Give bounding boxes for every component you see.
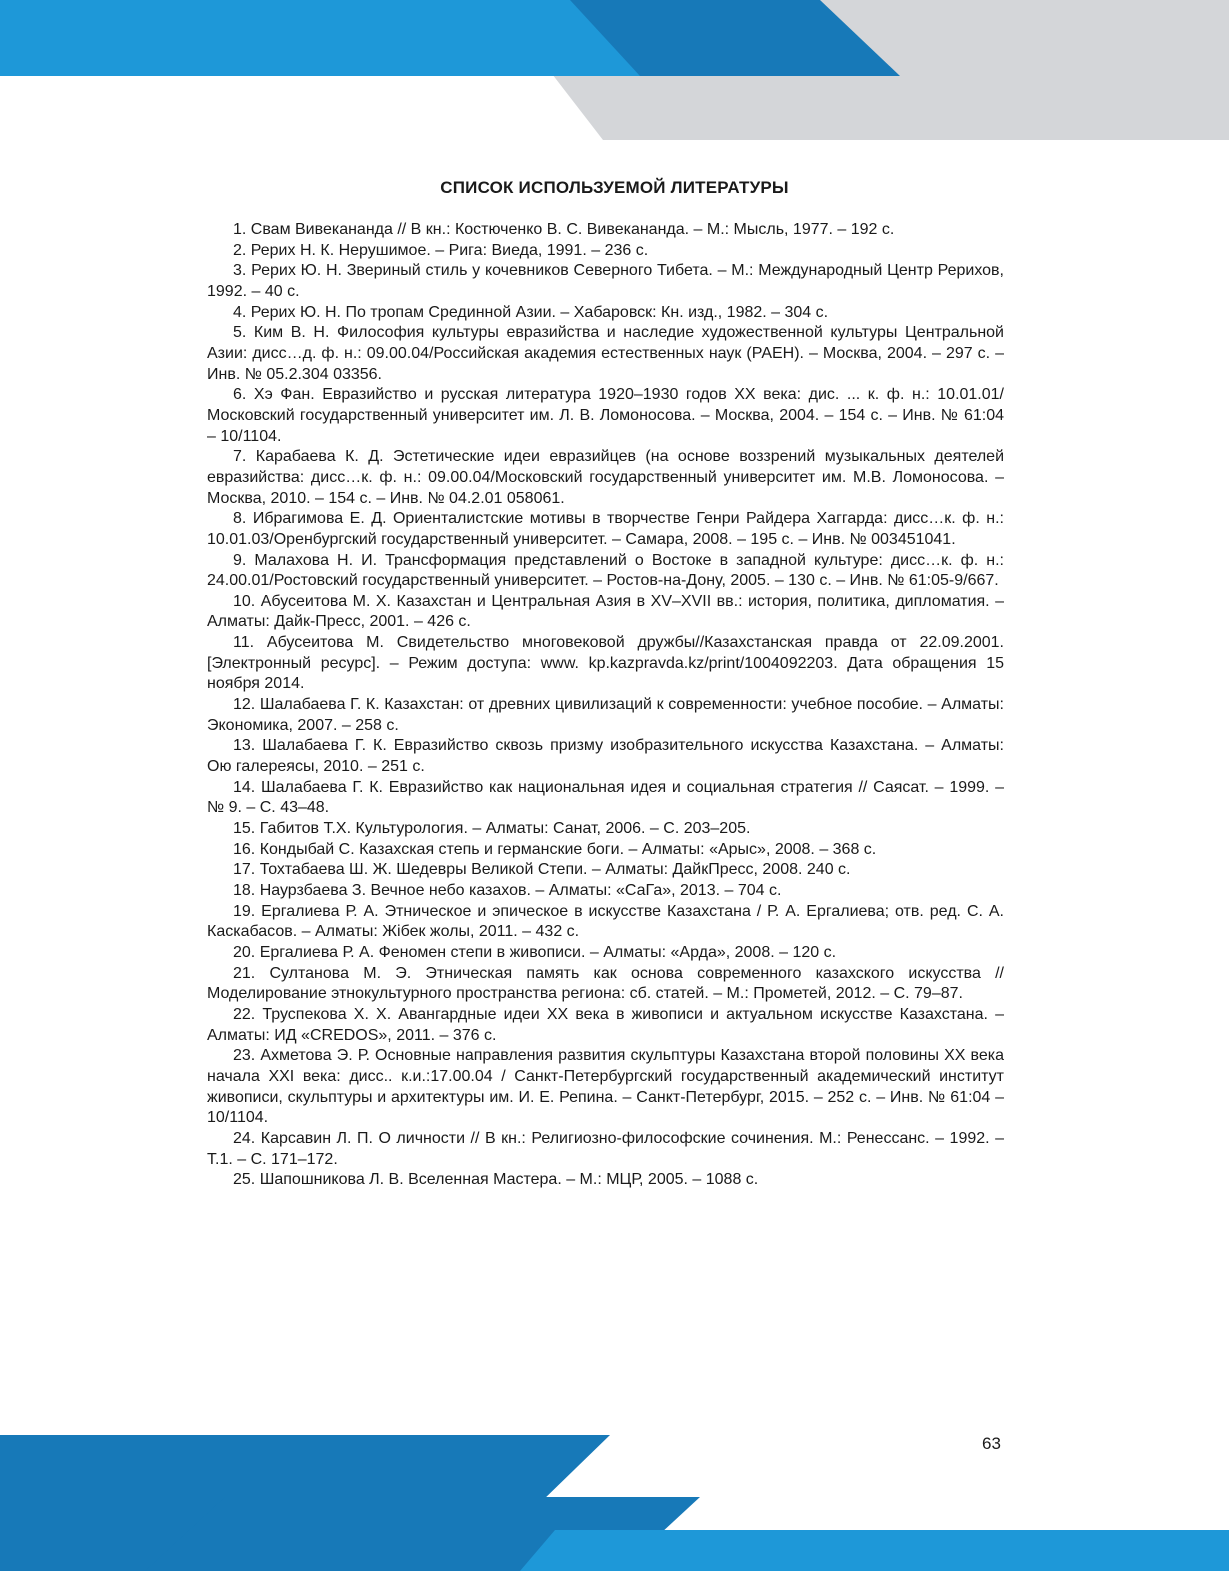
reference-item: 4. Рерих Ю. Н. По тропам Срединной Азии. – Хабаровск: Кн. изд., 1982. – 304 с. bbox=[233, 303, 829, 321]
footer-blue-band-light bbox=[520, 1530, 1229, 1571]
reference-item: 10. Абусеитова М. Х. Казахстан и Центральная Азия в XV–XVII вв.: история, политика, дипломатия. – Алматы: Дайк-Пресс, 2001. – 426 с. bbox=[207, 592, 1004, 631]
reference-item: 24. Карсавин Л. П. О личности // В кн.: Религиозно-философские сочинения. М.: Ренессанс. – 1992. – Т.1. – С. 171–172. bbox=[207, 1129, 1004, 1168]
reference-item: 15. Габитов Т.Х. Культурология. – Алматы: Санат, 2006. – С. 203–205. bbox=[233, 820, 751, 838]
reference-item: 8. Ибрагимова Е. Д. Ориенталистские мотивы в творчестве Генри Райдера Хаггарда: дисс…к. ф. н.: 10.01.03/Оренбургский государственный университет. – Самара, 2008. – 195 с. – Инв. № 003451041. bbox=[207, 510, 1004, 548]
reference-item: 1. Свам Вивекананда // В кн.: Костюченко В. С. Вивекананда. – М.: Мысль, 1977. – 192 с. bbox=[233, 221, 895, 238]
reference-item: 19. Ергалиева Р. А. Этническое и эпическое в искусстве Казахстана / Р. А. Ергалиева; отв. ред. С. А. Каскабасов. – Алматы: Жiбек жолы, 2011. – 432 с. bbox=[207, 902, 1004, 941]
reference-item: 14. Шалабаева Г. К. Евразийство как национальная идея и социальная стратегия // Саясат. – 1999. – № 9. – С. 43–48. bbox=[207, 778, 1004, 817]
reference-item: 23. Ахметова Э. Р. Основные направления развития скульптуры Казахстана второй половины ХХ века начала ХХI века: дисс.. к.и.:17.00.04 / Санкт-Петербургский государственный академический институт живописи, скульптуры и архитектуры им. И. Е. Репина. – Санкт-Петербург, 2015. – 252 с. – Инв. № 61:04 – 10/1104. bbox=[207, 1047, 1004, 1127]
reference-item: 6. Хэ Фан. Евразийство и русская литература 1920–1930 годов XX века: дис. ... к. ф. н.: 10.01.01/Московский государственный университет им. Л. В. Ломоносова. – Москва, 2004. – 154 с. – Инв. № 61:04 – 10/1104. bbox=[207, 386, 1004, 445]
reference-item: 20. Ергалиева Р. А. Феномен степи в живописи. – Алматы: «Арда», 2008. – 120 с. bbox=[233, 943, 837, 961]
reference-item: 16. Кондыбай С. Казахская степь и германские боги. – Алматы: «Арыс», 2008. – 368 с. bbox=[233, 840, 877, 858]
reference-list bbox=[207, 220, 1004, 1191]
reference-item: 13. Шалабаева Г. К. Евразийство сквозь призму изобразительного искусства Казахстана. – Алматы: Ою галереясы, 2010. – 251 с. bbox=[207, 737, 1004, 776]
reference-item: 25. Шапошникова Л. В. Вселенная Мастера. – М.: МЦР, 2005. – 1088 с. bbox=[233, 1171, 759, 1189]
reference-item: 22. Труспекова Х. Х. Авангардные идеи ХХ века в живописи и актуальном искусстве Казахстана. – Алматы: ИД «CREDOS», 2011. – 376 с. bbox=[207, 1005, 1004, 1044]
reference-item: 7. Карабаева К. Д. Эстетические идеи евразийцев (на основе воззрений музыкальных деятелей евразийства: дисс…к. ф. н.: 09.00.04/Московский государственный университет им. М.В. Ломоносова. – Москва, 2010. – 154 с. – Инв. № 04.2.01 058061. bbox=[207, 448, 1004, 507]
reference-item: 18. Наурзбаева З. Вечное небо казахов. – Алматы: «СаГа», 2013. – 704 с. bbox=[233, 882, 782, 899]
reference-item: 3. Рерих Ю. Н. Звериный стиль у кочевников Северного Тибета. – М.: Международный Центр Рерихов, 1992. – 40 с. bbox=[207, 262, 1004, 300]
header-blue-band-light bbox=[0, 0, 640, 76]
reference-item: 21. Султанова М. Э. Этническая память как основа современного казахского искусства // Моделирование этнокультурного пространства региона: сб. статей. – М.: Прометей, 2012. – С. 79–87. bbox=[207, 964, 1004, 1003]
reference-item: 5. Ким В. Н. Философия культуры евразийства и наследие художественной культуры Центральной Азии: дисс…д. ф. н.: 09.00.04/Российская академия естественных наук (РАЕН). – Москва, 2004. – 297 с. – Инв. № 05.2.304 03356. bbox=[207, 324, 1004, 383]
reference-item: 2. Рерих Н. К. Нерушимое. – Рига: Виеда, 1991. – 236 с. bbox=[233, 241, 649, 259]
reference-item: 17. Тохтабаева Ш. Ж. Шедевры Великой Степи. – Алматы: ДайкПресс, 2008. 240 с. bbox=[233, 861, 851, 879]
page-title: СПИСОК ИСПОЛЬЗУЕМОЙ ЛИТЕРАТУРЫ bbox=[440, 178, 789, 197]
reference-item: 9. Малахова Н. И. Трансформация представлений о Востоке в западной культуре: дисс…к. ф. н.: 24.00.01/Ростовский государственный университет. – Ростов-на-Дону, 2005. – 130 с. – Инв. № 61:05-9/667. bbox=[207, 551, 1004, 590]
reference-item: 11. Абусеитова М. Свидетельство многовековой дружбы//Казахстанская правда от 22.09.2001. [Электронный ресурс]. – Режим доступа: www. kp.kazpravda.kz/print/1004092203. Дата обращения 15 ноября 2014. bbox=[207, 634, 1005, 693]
page-number: 63 bbox=[982, 1434, 1001, 1453]
reference-item: 12. Шалабаева Г. К. Казахстан: от древних цивилизаций к современности: учебное пособие. – Алматы: Экономика, 2007. – 258 с. bbox=[207, 696, 1004, 734]
